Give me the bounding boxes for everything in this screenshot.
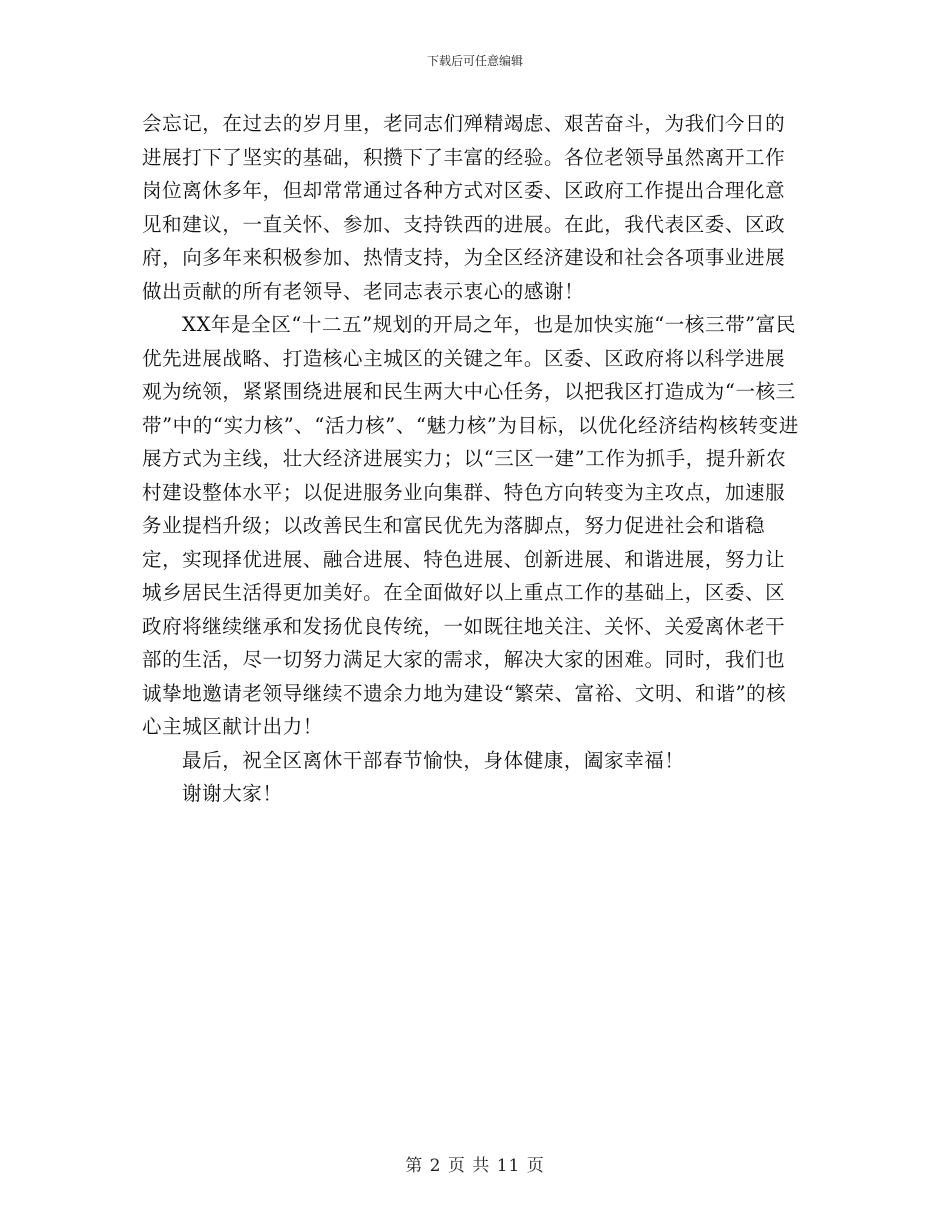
- paragraph-4: 谢谢大家！: [182, 782, 283, 805]
- document-body: [142, 107, 802, 811]
- page-header: 下载后可任意编辑: [426, 54, 523, 68]
- paragraph-1: 会忘记，在过去的岁月里，老同志们殚精竭虑、艰苦奋斗，为我们今日的进展打下了坚实的基础，积攒下了丰富的经验。各位老领导虽然离开工作岗位离休多年，但却常常通过各种方式对区委、区政府工作提出合理化意见和建议，一直关怀、参加、支持铁西的进展。在此，我代表区委、区政府，向多年来积极参加、热情支持，为全区经济建设和社会各项事业进展做出贡献的所有老领导、老同志表示衷心的感谢！: [142, 112, 786, 303]
- paragraph-2: XX年是全区“十二五”规划的开局之年，也是加快实施“一核三带”富民优先进展战略、打造核心主城区的关键之年。区委、区政府将以科学进展观为统领，紧紧围绕进展和民生两大中心任务，以把我区打造成为“一核三带”中的“实力核”、“活力核”、“魅力核”为目标，以优化经济结构核转变进展方式为主线，壮大经济进展实力；以“三区一建”工作为抓手，提升新农村建设整体水平；以促进服务业向集群、特色方向转变为主攻点，加速服务业提档升级；以改善民生和富民优先为落脚点，努力促进社会和谐稳定，实现择优进展、融合进展、特色进展、创新进展、和谐进展，努力让城乡居民生活得更加美好。在全面做好以上重点工作的基础上，区委、区政府将继续继承和发扬优良传统，一如既往地关注、关怀、关爱离休老干部的生活，尽一切努力满足大家的需求，解决大家的困难。同时，我们也诚挚地邀请老领导继续不遗余力地为建设“繁荣、富裕、文明、和谐”的核心主城区献计出力！: [142, 313, 799, 738]
- page-number-footer: 第 2 页 共 11 页: [405, 1156, 545, 1176]
- paragraph-3: 最后，祝全区离休干部春节愉快，身体健康，阖家幸福！: [182, 748, 685, 772]
